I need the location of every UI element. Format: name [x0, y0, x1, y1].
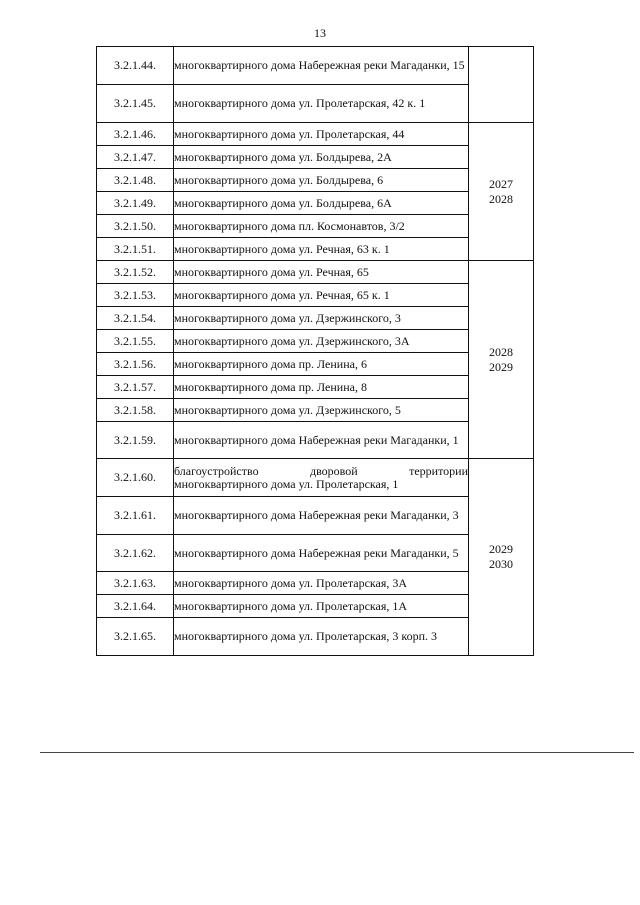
- table-row: [97, 85, 534, 123]
- table-row: [97, 47, 534, 85]
- year-label: 2029: [489, 359, 513, 374]
- year-label: 2028: [489, 344, 513, 359]
- item-description: многоквартирного дома ул. Речная, 65 к. 1: [174, 284, 469, 307]
- table-row: [97, 146, 534, 169]
- year-label: 2029: [489, 542, 513, 556]
- item-number: 3.2.1.50.: [97, 215, 174, 238]
- item-number: 3.2.1.52.: [97, 261, 174, 284]
- table-row: [97, 261, 534, 284]
- item-description: многоквартирного дома ул. Пролетарская, 3А: [174, 572, 469, 595]
- item-description: многоквартирного дома ул. Дзержинского, 3А: [174, 330, 469, 353]
- year-label: 2028: [489, 191, 513, 206]
- item-number: 3.2.1.45.: [97, 85, 174, 123]
- table-row: [97, 459, 534, 497]
- item-number: 3.2.1.65.: [97, 618, 174, 656]
- item-number: 3.2.1.57.: [97, 376, 174, 399]
- item-number: 3.2.1.62.: [97, 535, 174, 572]
- item-number: 3.2.1.58.: [97, 399, 174, 422]
- item-description: многоквартирного дома Набережная реки Магаданки, 1: [174, 422, 469, 459]
- item-description: многоквартирного дома ул. Дзержинского, 5: [174, 399, 469, 422]
- item-number: 3.2.1.48.: [97, 169, 174, 192]
- item-number: 3.2.1.55.: [97, 330, 174, 353]
- table-body: [97, 47, 534, 656]
- item-description: многоквартирного дома Набережная реки Магаданки, 5: [174, 535, 469, 572]
- item-number: 3.2.1.54.: [97, 307, 174, 330]
- table-row: [97, 422, 534, 459]
- table-row: [97, 307, 534, 330]
- item-number: 3.2.1.44.: [97, 47, 174, 85]
- item-description: многоквартирного дома ул. Болдырева, 6: [174, 169, 469, 192]
- table-row: [97, 330, 534, 353]
- item-description: многоквартирного дома пр. Ленина, 8: [174, 376, 469, 399]
- table-row: [97, 169, 534, 192]
- table-row: [97, 618, 534, 656]
- item-description: многоквартирного дома ул. Пролетарская, 1А: [174, 595, 469, 618]
- item-description: многоквартирного дома Набережная реки Магаданки, 15: [174, 47, 469, 85]
- table-row: [97, 535, 534, 572]
- table-row: [97, 497, 534, 535]
- table-row: [97, 123, 534, 146]
- table-row: [97, 376, 534, 399]
- bottom-rule: [40, 752, 634, 753]
- item-description: многоквартирного дома ул. Речная, 63 к. 1: [174, 238, 469, 261]
- table-row: [97, 284, 534, 307]
- item-number: 3.2.1.56.: [97, 353, 174, 376]
- item-number: 3.2.1.64.: [97, 595, 174, 618]
- table-row: [97, 399, 534, 422]
- item-description: многоквартирного дома пл. Космонавтов, 3/2: [174, 215, 469, 238]
- item-description: многоквартирного дома пр. Ленина, 6: [174, 353, 469, 376]
- year-label: 2027: [489, 176, 513, 191]
- item-description: многоквартирного дома ул. Болдырева, 6А: [174, 192, 469, 215]
- years-cell: [469, 459, 534, 656]
- item-description: многоквартирного дома Набережная реки Магаданки, 3: [174, 497, 469, 535]
- item-number: 3.2.1.49.: [97, 192, 174, 215]
- years-cell: [469, 261, 534, 459]
- item-description: благоустройство дворовой территории многоквартирного дома ул. Пролетарская, 1: [174, 459, 469, 497]
- table-row: [97, 215, 534, 238]
- year-label: 2030: [489, 557, 513, 571]
- page-number: 13: [314, 26, 326, 40]
- item-number: 3.2.1.47.: [97, 146, 174, 169]
- program-table: [96, 46, 534, 656]
- item-number: 3.2.1.60.: [97, 459, 174, 497]
- item-description: многоквартирного дома ул. Болдырева, 2А: [174, 146, 469, 169]
- table-row: [97, 192, 534, 215]
- item-number: 3.2.1.61.: [97, 497, 174, 535]
- item-number: 3.2.1.46.: [97, 123, 174, 146]
- table-row: [97, 238, 534, 261]
- item-number: 3.2.1.63.: [97, 572, 174, 595]
- item-description: многоквартирного дома ул. Пролетарская, 44: [174, 123, 469, 146]
- item-number: 3.2.1.51.: [97, 238, 174, 261]
- years-cell: [469, 47, 534, 123]
- years-cell: [469, 123, 534, 261]
- item-description: многоквартирного дома ул. Пролетарская, 3 корп. 3: [174, 618, 469, 656]
- item-description: многоквартирного дома ул. Речная, 65: [174, 261, 469, 284]
- item-description: многоквартирного дома ул. Пролетарская, 42 к. 1: [174, 85, 469, 123]
- table-row: [97, 572, 534, 595]
- table-row: [97, 595, 534, 618]
- table-row: [97, 353, 534, 376]
- item-number: 3.2.1.53.: [97, 284, 174, 307]
- item-description: многоквартирного дома ул. Дзержинского, 3: [174, 307, 469, 330]
- item-number: 3.2.1.59.: [97, 422, 174, 459]
